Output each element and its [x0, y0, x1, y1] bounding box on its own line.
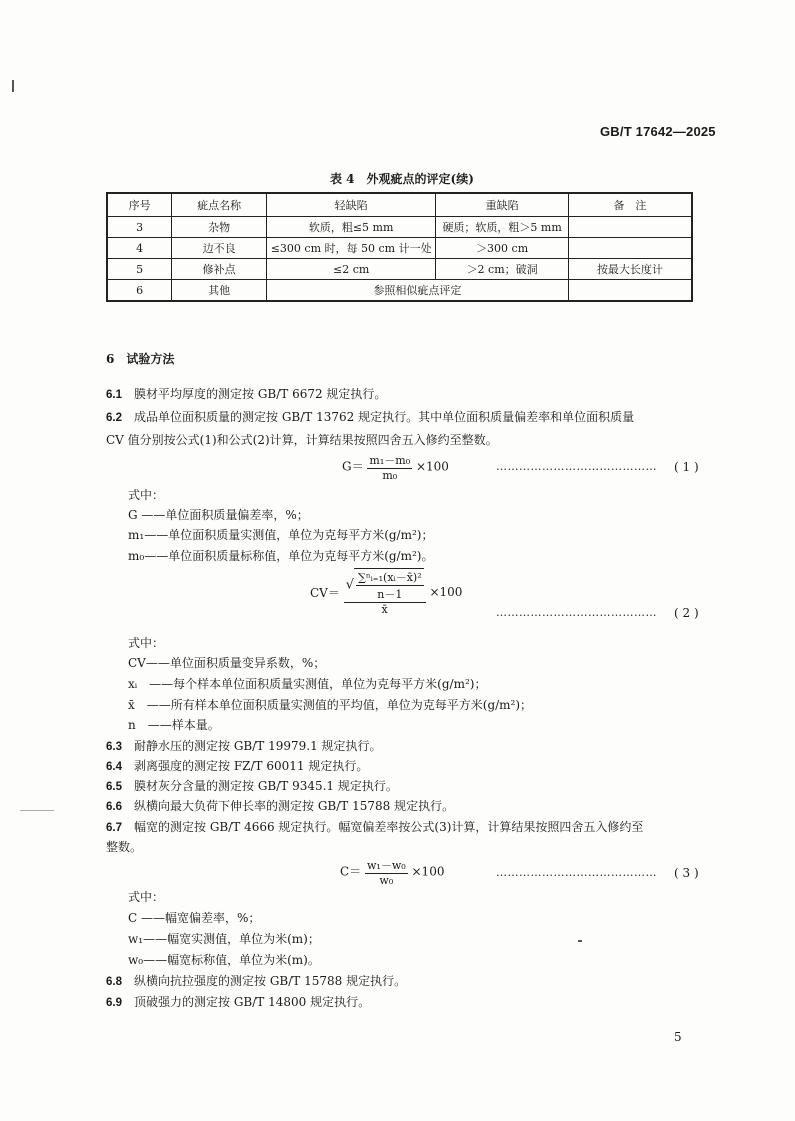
clause-text: 膜材灰分含量的测定按 GB/T 9345.1 规定执行。	[134, 779, 398, 793]
where-item: xᵢ ——每个样本单位面积质量实测值，单位为克每平方米(g/m²)；	[128, 677, 487, 691]
formula-denominator: m₀	[382, 469, 398, 482]
clause-number: 6.5	[106, 781, 122, 793]
row-light: ≤300 cm 时，每 50 cm 计一处	[266, 238, 435, 259]
clause-text: 耐静水压的测定按 GB/T 19979.1 规定执行。	[134, 739, 382, 753]
clause-text: 剥离强度的测定按 FZ/T 60011 规定执行。	[134, 759, 369, 773]
where-item: w₀——幅宽标称值，单位为米(m)。	[128, 953, 320, 967]
where-title: 式中：	[128, 488, 165, 502]
where-item: x̄ ——所有样本单位面积质量实测值的平均值，单位为克每平方米(g/m²)；	[128, 698, 533, 712]
header-no: 序号	[107, 193, 172, 217]
clause-6-1	[106, 385, 386, 402]
where-item: G ——单位面积质量偏差率，%；	[128, 508, 309, 522]
page-number: 5	[674, 1030, 682, 1044]
header-name: 疵点名称	[172, 193, 267, 217]
where-item: C ——幅宽偏差率，%；	[128, 911, 261, 925]
where-title: 式中：	[128, 890, 165, 904]
clause-6-4	[106, 757, 368, 774]
formula-lhs: CV＝	[310, 585, 340, 600]
where-title: 式中：	[128, 636, 165, 650]
formula-1	[342, 452, 449, 482]
formula-denominator: x̄	[381, 603, 388, 616]
formula-rhs: ×100	[411, 864, 445, 879]
clause-number: 6.9	[106, 997, 122, 1009]
clause-number: 6.2	[106, 412, 122, 424]
formula-n-minus-1: n－1	[377, 588, 403, 601]
scan-mark	[20, 810, 54, 811]
clause-6-2-line2: CV 值分别按公式(1)和公式(2)计算，计算结果按照四舍五入修约至整数。	[106, 433, 498, 447]
where-item: w₁——幅宽实测值，单位为米(m)；	[128, 932, 320, 946]
formula-label: ( 1 )	[674, 460, 699, 474]
formula-denominator: w₀	[379, 874, 394, 887]
row-name: 其他	[172, 280, 267, 302]
table-row	[107, 238, 692, 259]
clause-number: 6.7	[106, 822, 122, 834]
clause-number: 6.1	[106, 389, 122, 401]
clause-number: 6.4	[106, 761, 122, 773]
row-heavy: ＞300 cm	[436, 238, 569, 259]
clause-text: 幅宽的测定按 GB/T 4666 规定执行。幅宽偏差率按公式(3)计算，计算结果按照四舍五入修约至	[134, 820, 644, 834]
row-name: 杂物	[172, 217, 267, 238]
clause-text: 纵横向抗拉强度的测定按 GB/T 15788 规定执行。	[134, 974, 407, 988]
formula-radicand	[354, 568, 424, 602]
formula-lhs: G＝	[342, 459, 364, 474]
formula-leader: ……………………………………	[496, 460, 657, 473]
formula-leader: ……………………………………	[496, 866, 657, 879]
row-no: 6	[107, 280, 172, 302]
where-item: m₀——单位面积质量标称值，单位为克每平方米(g/m²)。	[128, 549, 434, 563]
row-light: ≤2 cm	[266, 259, 435, 280]
row-merged: 参照相似疵点评定	[266, 280, 568, 302]
clause-6-7	[106, 818, 643, 835]
formula-numerator: w₁－w₀	[367, 859, 406, 872]
clause-number: 6.6	[106, 801, 122, 813]
row-remark	[568, 280, 692, 302]
row-name: 边不良	[172, 238, 267, 259]
row-heavy: ＞2 cm；破洞	[436, 259, 569, 280]
row-no: 5	[107, 259, 172, 280]
standard-number: GB/T 17642—2025	[600, 124, 716, 139]
row-remark: 按最大长度计	[568, 259, 692, 280]
row-name: 修补点	[172, 259, 267, 280]
section-title: 6 试验方法	[106, 352, 175, 366]
clause-text: 顶破强力的测定按 GB/T 14800 规定执行。	[134, 995, 371, 1009]
formula-fraction	[344, 568, 426, 616]
clause-6-9	[106, 993, 370, 1010]
formula-label: ( 3 )	[674, 866, 699, 880]
formula-numerator: m₁－m₀	[369, 454, 411, 467]
header-heavy: 重缺陷	[436, 193, 569, 217]
clause-text: 成品单位面积质量的测定按 GB/T 13762 规定执行。其中单位面积质量偏差率和单位面积质量	[134, 410, 635, 424]
clause-6-3	[106, 737, 382, 754]
where-item: m₁——单位面积质量实测值，单位为克每平方米(g/m²)；	[128, 528, 434, 542]
row-light: 软质，粗≤5 mm	[266, 217, 435, 238]
clause-6-2	[106, 408, 634, 425]
formula-sum: ∑ⁿᵢ₌₁(xᵢ－x̄)²	[357, 571, 422, 584]
row-heavy: 硬质；软质，粗＞5 mm	[436, 217, 569, 238]
clause-number: 6.3	[106, 741, 122, 753]
where-item: n ——样本量。	[128, 718, 220, 732]
clause-6-5	[106, 777, 398, 794]
table-row	[107, 280, 692, 302]
table-header-row	[107, 193, 692, 217]
clause-6-6	[106, 797, 454, 814]
formula-fraction	[367, 452, 412, 482]
formula-label: ( 2 )	[674, 606, 699, 620]
formula-2	[310, 568, 462, 616]
row-no: 3	[107, 217, 172, 238]
defect-table	[106, 192, 693, 302]
where-item: CV——单位面积质量变异系数，%；	[128, 656, 326, 670]
clause-number: 6.8	[106, 976, 122, 988]
row-remark	[568, 217, 692, 238]
formula-rhs: ×100	[415, 459, 449, 474]
clause-text: 纵横向最大负荷下伸长率的测定按 GB/T 15788 规定执行。	[134, 799, 455, 813]
formula-leader: ……………………………………	[496, 606, 657, 619]
formula-numerator	[344, 568, 426, 603]
scan-mark	[578, 940, 582, 942]
formula-inner-fraction	[356, 569, 424, 602]
formula-rhs: ×100	[429, 585, 463, 599]
formula-fraction	[365, 857, 408, 887]
table-row	[107, 259, 692, 280]
formula-3	[340, 857, 444, 887]
sqrt-icon: √	[345, 577, 354, 593]
clause-text: 膜材平均厚度的测定按 GB/T 6672 规定执行。	[134, 387, 387, 401]
scan-mark	[12, 80, 14, 92]
clause-6-8	[106, 972, 406, 989]
header-light: 轻缺陷	[266, 193, 435, 217]
row-remark	[568, 238, 692, 259]
table-caption: 表 4 外观疵点的评定(续)	[330, 172, 474, 186]
formula-lhs: C＝	[340, 864, 362, 879]
table-row	[107, 217, 692, 238]
clause-6-7-line2: 整数。	[106, 840, 143, 854]
header-remark: 备 注	[568, 193, 692, 217]
row-no: 4	[107, 238, 172, 259]
